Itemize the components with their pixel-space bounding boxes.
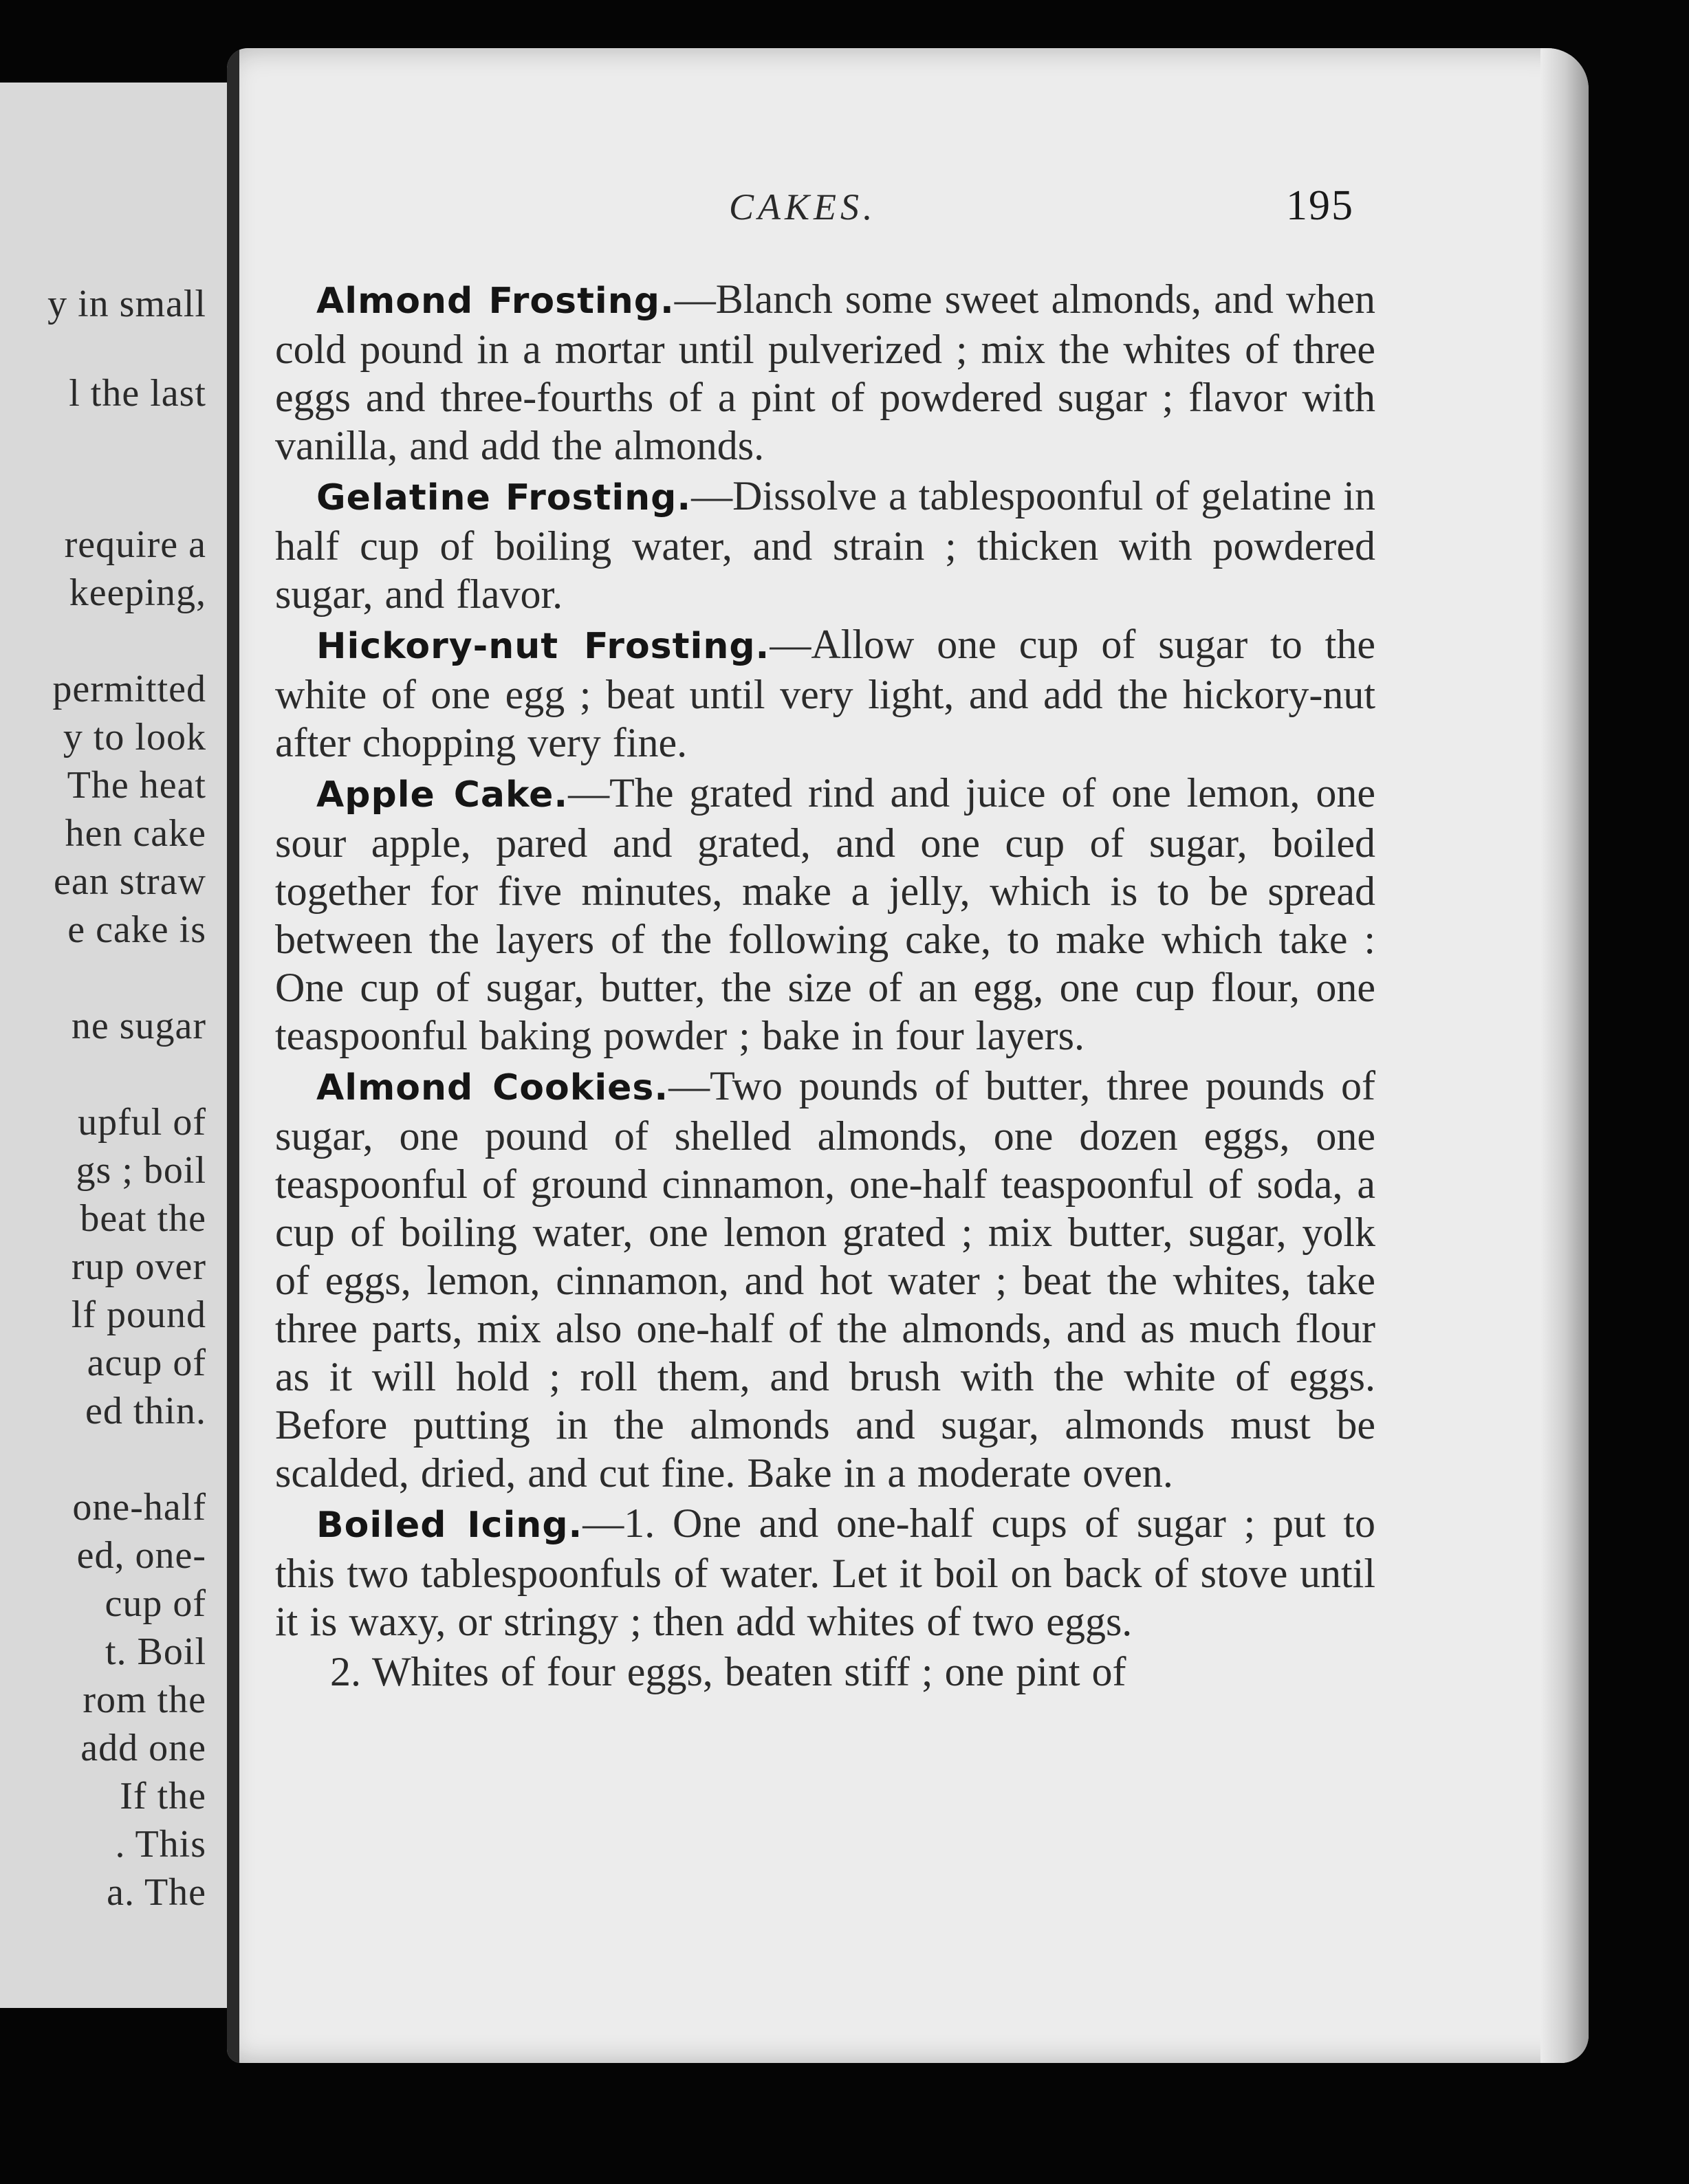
left-page-line: ne sugar <box>71 1005 206 1047</box>
recipe-body: —1. One and one-half cups of sugar ; put to this two tablespoonfuls of water. Let it boil on back of stove until it is waxy, or stringy ; then add whites of two eggs. <box>275 1500 1375 1644</box>
page-header <box>227 182 1589 241</box>
left-page-line: require a <box>64 523 206 566</box>
left-page-line: beat the <box>80 1197 206 1240</box>
left-page-line: lf pound <box>71 1293 206 1336</box>
recipe-title: Almond Cookies. <box>316 1067 669 1109</box>
recipe-boiled-icing <box>275 1499 1375 1646</box>
left-page-line: If the <box>120 1775 206 1817</box>
recipe-title: Boiled Icing. <box>316 1505 583 1546</box>
page-number: 195 <box>1286 182 1354 229</box>
left-page-line: upful of <box>78 1101 206 1144</box>
recipe-body: —The grated rind and juice of one lemon, one sour apple, pared and grated, and one cup of sugar, boiled together for five minutes, make a jelly, which is to be spread between the layers of the following cake, to make which take : One cup of sugar, butter, the size of an egg, one cup flour, one teaspoonful baking powder ; bake in four layers. <box>275 770 1376 1058</box>
left-page-line: rom the <box>83 1679 206 1721</box>
left-page-line: ed, one- <box>76 1534 206 1577</box>
left-page-line: The heat <box>67 764 206 807</box>
left-page-line: y to look <box>63 716 206 758</box>
recipe-title: Almond Frosting. <box>316 281 675 322</box>
left-page-line: . This <box>115 1823 206 1866</box>
left-page-line: ed thin. <box>85 1390 206 1432</box>
left-page-line: permitted <box>52 668 206 710</box>
recipe-body: —Blanch some sweet almonds, and when cold pound in a mortar until pulverized ; mix the whites of three eggs and three-fourths of a pint of powdered sugar ; flavor with vanilla, and add the almonds. <box>275 276 1376 468</box>
left-page-line: add one <box>80 1727 206 1769</box>
recipe-text <box>275 275 1375 1698</box>
left-page <box>0 83 231 2008</box>
left-page-line: y in small <box>47 283 206 325</box>
running-head: CAKES. <box>729 186 877 228</box>
recipe-almond-cookies <box>275 1062 1375 1497</box>
left-page-line: rup over <box>71 1245 206 1288</box>
right-page <box>227 48 1589 2063</box>
recipe-hickory-nut-frosting <box>275 620 1375 767</box>
recipe-continuation <box>275 1648 1375 1696</box>
left-page-line: ean straw <box>53 860 206 903</box>
recipe-apple-cake <box>275 769 1375 1060</box>
left-page-line: a. The <box>107 1871 206 1914</box>
left-page-line: e cake is <box>67 908 206 951</box>
left-page-line: keeping, <box>69 571 206 614</box>
recipe-body: —Dissolve a tablespoonful of gelatine in half cup of boiling water, and strain ; thicken with powdered sugar, and flavor. <box>275 473 1375 617</box>
recipe-title: Hickory-nut Frosting. <box>316 626 770 667</box>
recipe-title: Apple Cake. <box>316 774 569 816</box>
left-page-line: gs ; boil <box>76 1149 206 1192</box>
recipe-title: Gelatine Frosting. <box>316 477 692 518</box>
left-page-line: cup of <box>105 1582 206 1625</box>
recipe-almond-frosting <box>275 275 1375 470</box>
left-page-line: t. Boil <box>105 1630 206 1673</box>
left-page-line: l the last <box>69 372 206 415</box>
recipe-body: —Two pounds of butter, three pounds of sugar, one pound of shelled almonds, one dozen eggs, one teaspoonful of ground cinnamon, one-half teaspoonful of soda, a cup of boiling water, one lemon grated ; mix butter, sugar, yolk of eggs, lemon, cinnamon, and hot water ; beat the whites, take three parts, mix also one-half of the almonds, and as much flour as it will hold ; roll them, and brush with the white of eggs. Before putting in the almonds and sugar, almonds must be scalded, dried, and cut fine. Bake in a moderate oven. <box>275 1063 1375 1496</box>
recipe-gelatine-frosting <box>275 472 1375 618</box>
continuation-text: 2. Whites of four eggs, beaten stiff ; one pint of <box>330 1649 1126 1694</box>
left-page-line: acup of <box>87 1342 206 1384</box>
recipe-body: —Allow one cup of sugar to the white of one egg ; beat until very light, and add the hickory-nut after chopping very fine. <box>275 622 1375 765</box>
left-page-line: hen cake <box>65 812 206 855</box>
left-page-line: one-half <box>72 1486 206 1529</box>
